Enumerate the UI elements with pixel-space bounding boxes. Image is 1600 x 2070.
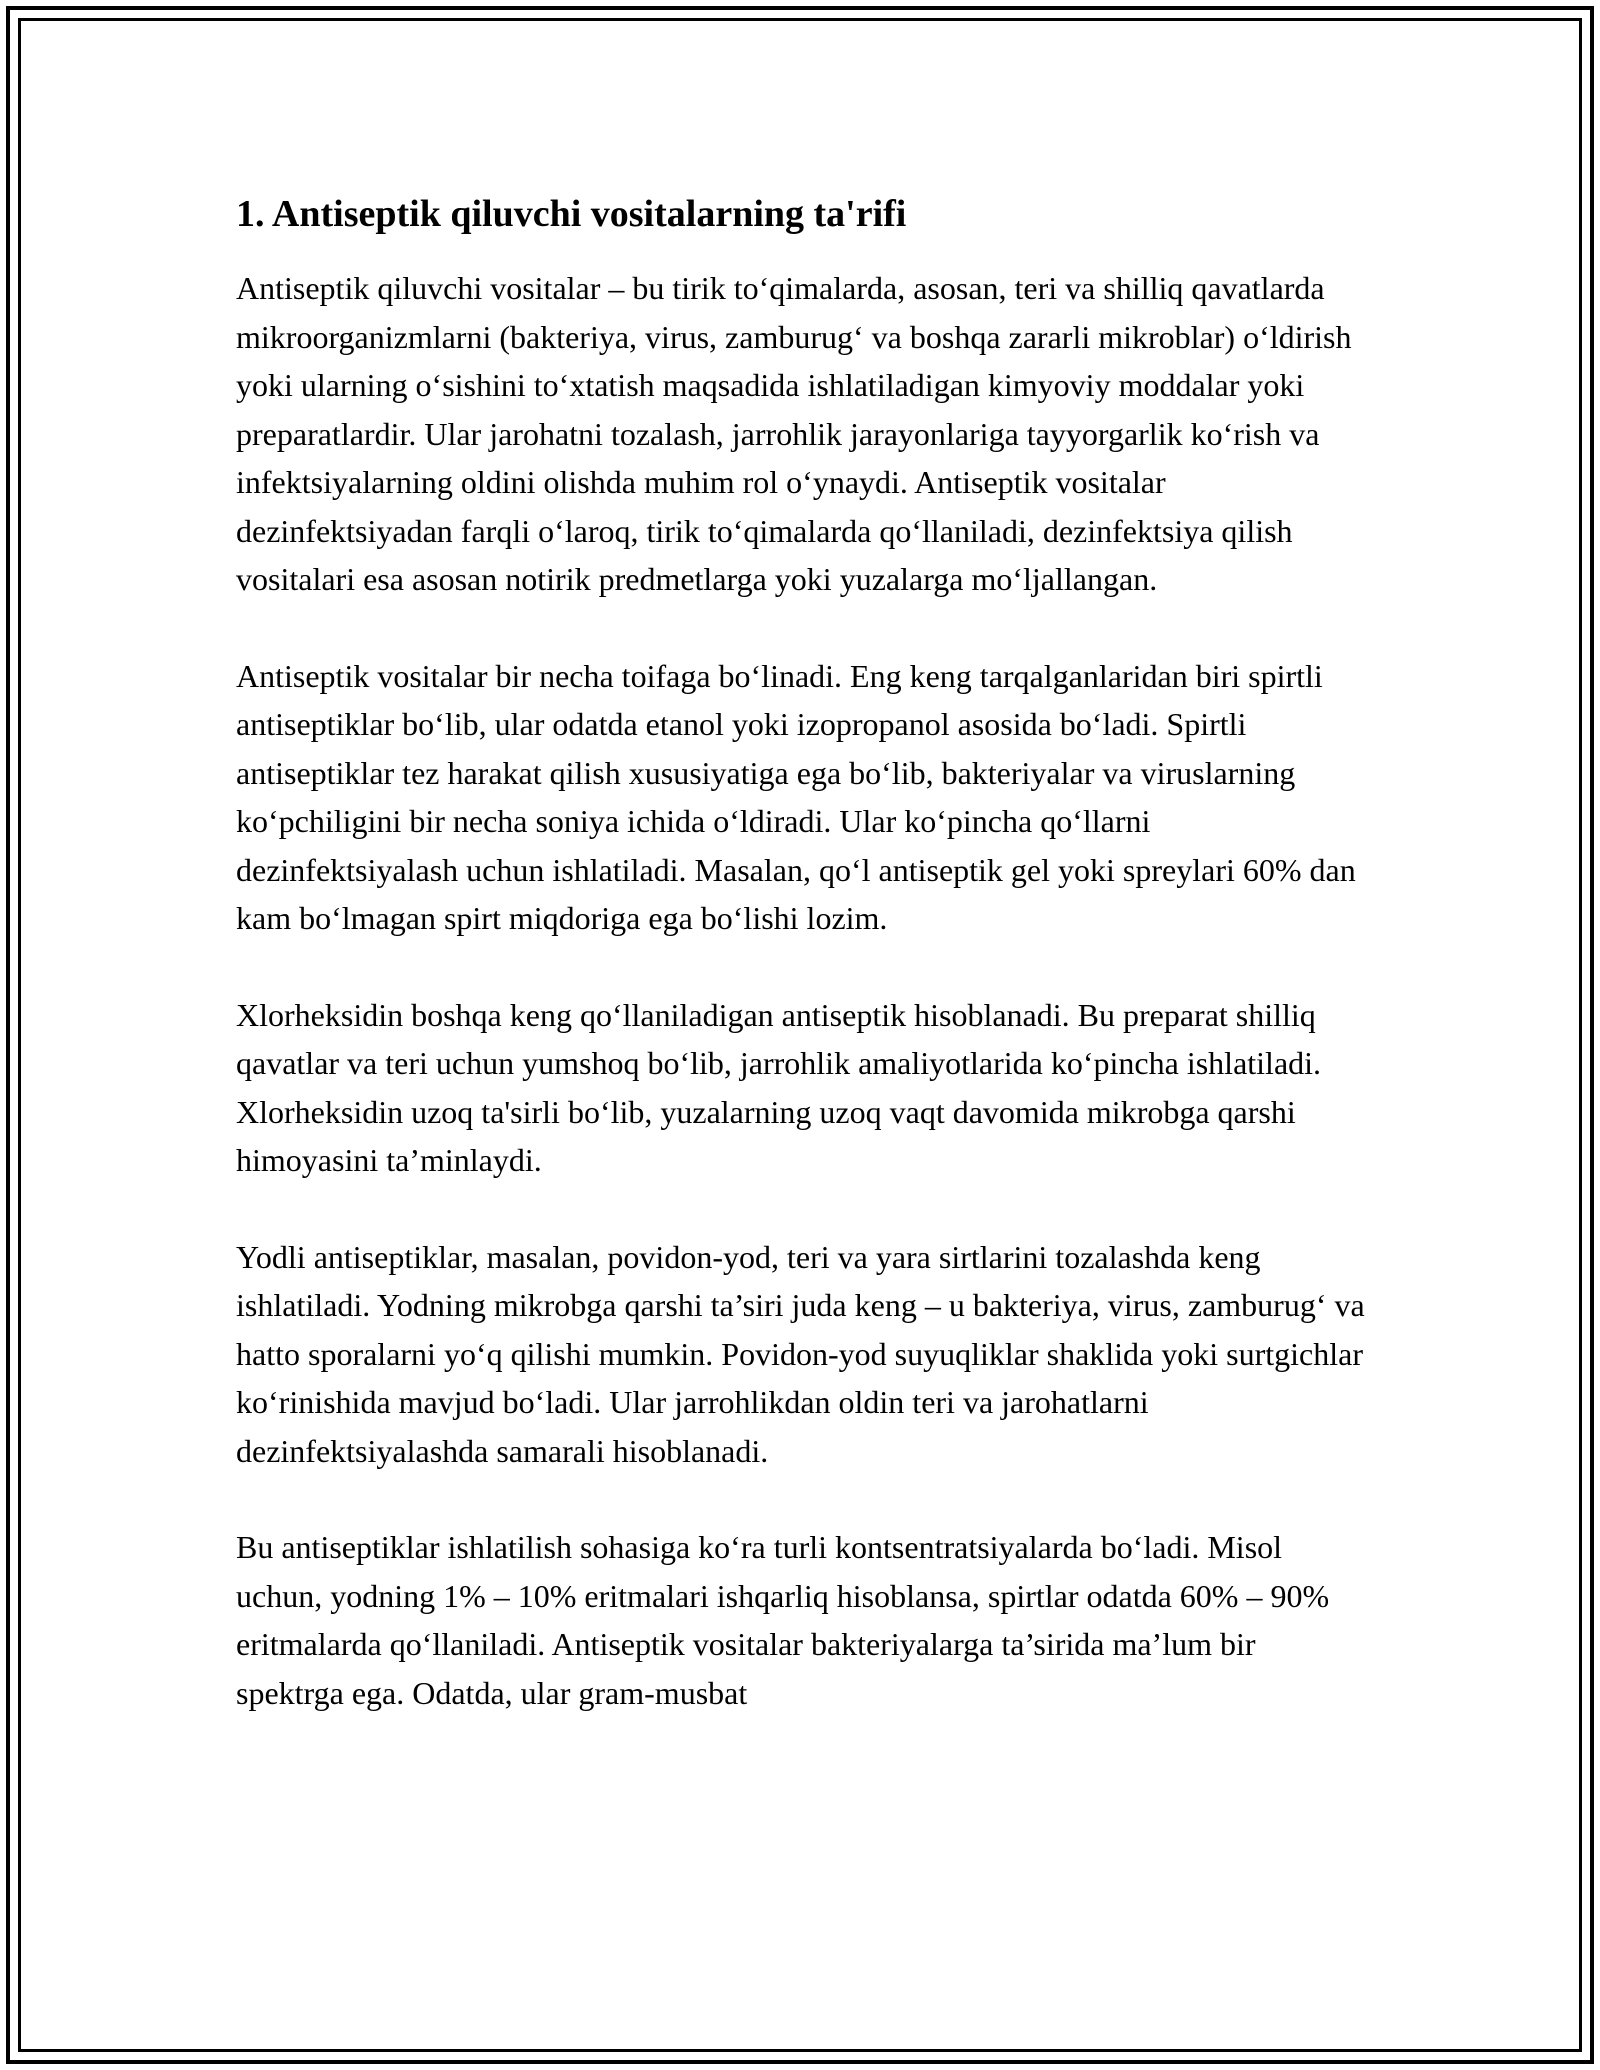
- document-body: [236, 186, 1366, 1765]
- section-heading: 1. Antiseptik qiluvchi vositalarning ta'rifi: [236, 193, 907, 235]
- paragraph-iodine-antiseptics: Yodli antiseptiklar, masalan, povidon-yod, teri va yara sirtlarini tozalashda keng ishlatiladi. Yodning mikrobga qarshi ta’siri juda keng – u bakteriya, virus, zamburugʻ va hatto sporalarni yoʻq qilishi mumkin. Povidon-yod suyuqliklar shaklida yoki surtgichlar koʻrinishida mavjud boʻladi. Ular jarrohlikdan oldin teri va jarohatlarni dezinfektsiyalashda samarali hisoblanadi.: [236, 1238, 1365, 1469]
- paragraph-definition: Antiseptik qiluvchi vositalar – bu tirik toʻqimalarda, asosan, teri va shilliq qavatlarda mikroorganizmlarni (bakteriya, virus, zamburugʻ va boshqa zararli mikroblar) oʻldirish yoki ularning oʻsishini toʻxtatish maqsadida ishlatiladigan kimyoviy moddalar yoki preparatlardir. Ular jarohatni tozalash, jarrohlik jarayonlariga tayyorgarlik koʻrish va infektsiyalarning oldini olishda muhim rol oʻynaydi. Antiseptik vositalar dezinfektsiyadan farqli oʻlaroq, tirik toʻqimalarda qoʻllaniladi, dezinfektsiya qilish vositalari esa asosan notirik predmetlarga yoki yuzalarga moʻljallangan.: [236, 270, 1352, 597]
- paragraph-alcohol-antiseptics: Antiseptik vositalar bir necha toifaga boʻlinadi. Eng keng tarqalganlaridan biri spirtli antiseptiklar boʻlib, ular odatda etanol yoki izopropanol asosida boʻladi. Spirtli antiseptiklar tez harakat qilish xususiyatiga ega boʻlib, bakteriyalar va viruslarning koʻpchiligini bir necha soniya ichida oʻldiradi. Ular koʻpincha qoʻllarni dezinfektsiyalash uchun ishlatiladi. Masalan, qoʻl antiseptik gel yoki spreylari 60% dan kam boʻlmagan spirt miqdoriga ega boʻlishi lozim.: [236, 657, 1356, 936]
- paragraph-concentrations: Bu antiseptiklar ishlatilish sohasiga koʻra turli kontsentratsiyalarda boʻladi. Misol uchun, yodning 1% – 10% eritmalari ishqarliq hisoblansa, spirtlar odatda 60% – 90% eritmalarda qoʻllaniladi. Antiseptik vositalar bakteriyalarga ta’sirida ma’lum bir spektrga ega. Odatda, ular gram-musbat: [236, 1529, 1330, 1711]
- paragraph-chlorhexidine: Xlorheksidin boshqa keng qoʻllaniladigan antiseptik hisoblanadi. Bu preparat shilliq qavatlar va teri uchun yumshoq boʻlib, jarrohlik amaliyotlarida koʻpincha ishlatiladi. Xlorheksidin uzoq ta'sirli boʻlib, yuzalarning uzoq vaqt davomida mikrobga qarshi himoyasini ta’minlaydi.: [236, 996, 1322, 1178]
